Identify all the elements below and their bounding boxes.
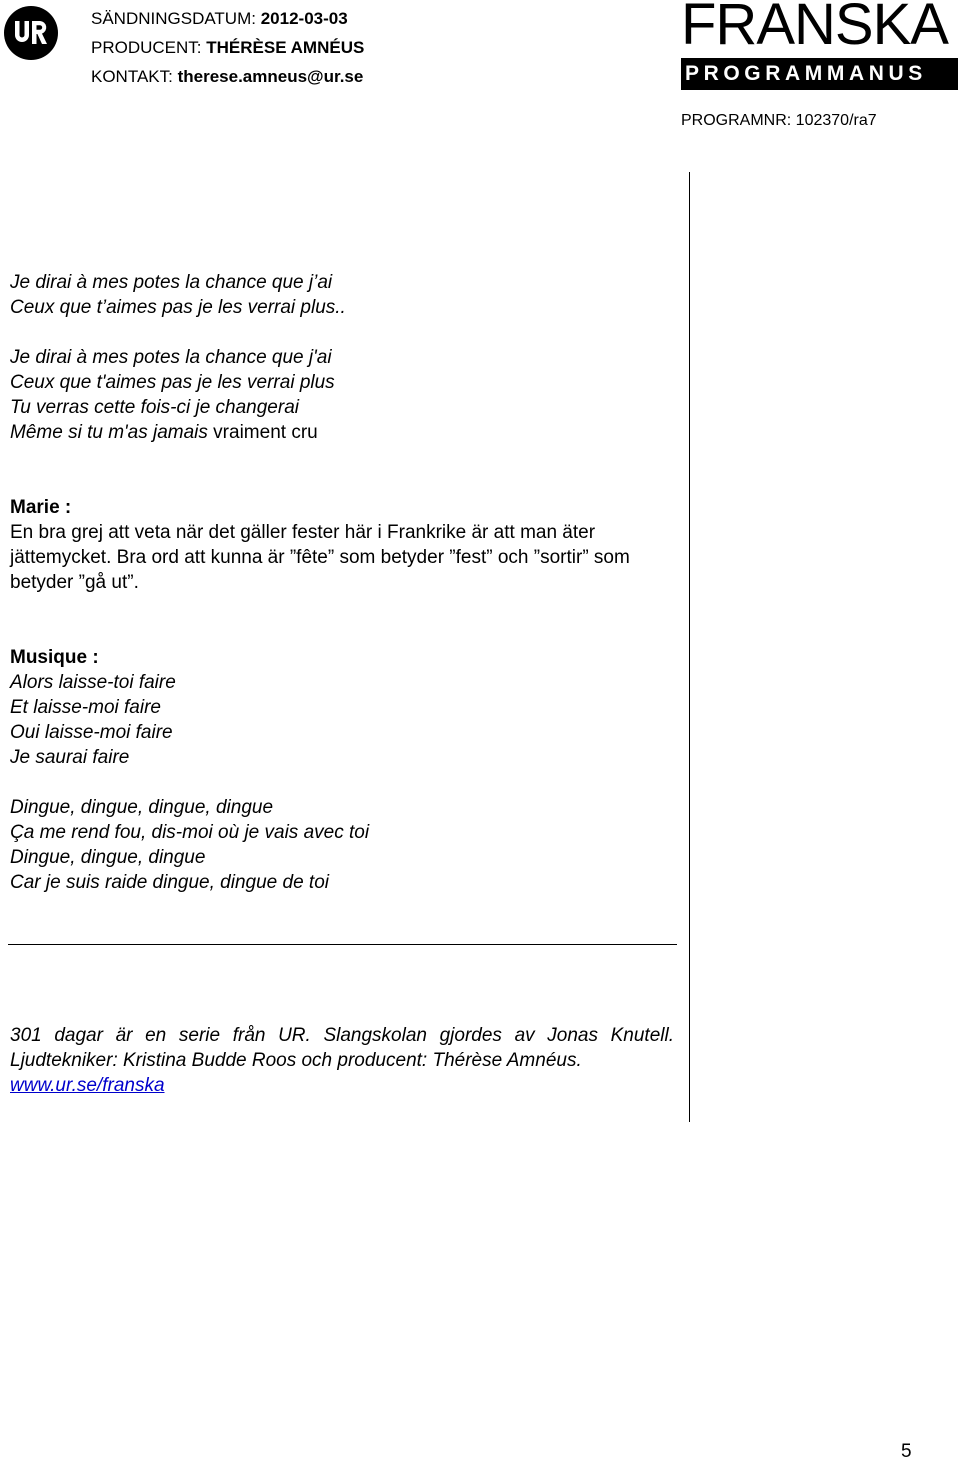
- credits-text: 301 dagar är en serie från UR. Slangskolan gjordes av Jonas Knutell. Ljudtekniker: Kristina Budde Roos och producent: Thérèse Amnéus.: [10, 1025, 674, 1071]
- lyrics-block-2: [10, 345, 676, 445]
- speaker-label-musique: Musique :: [10, 647, 99, 668]
- lyric-line: Car je suis raide dingue, dingue de toi: [10, 872, 329, 893]
- speaker-label-marie: Marie :: [10, 497, 72, 518]
- lyric-line: [10, 420, 676, 445]
- lyric-line: Je dirai à mes potes la chance que j’ai: [10, 272, 333, 293]
- lyric-line-italic-part: Même si tu m'as jamais: [10, 422, 208, 443]
- credits-section: [10, 1023, 674, 1098]
- marie-section: [10, 495, 676, 595]
- contact-row: [91, 62, 364, 91]
- lyric-line: Et laisse-moi faire: [10, 697, 161, 718]
- program-number: PROGRAMNR: 102370/ra7: [681, 112, 877, 129]
- lyric-line: Ceux que t’aimes pas je les verrai plus..: [10, 297, 346, 318]
- lyrics-block-1: [10, 270, 676, 320]
- manuscript-body: [10, 270, 676, 895]
- contact-value: therese.amneus@ur.se: [177, 67, 364, 86]
- lyric-line: Tu verras cette fois-ci je changerai: [10, 397, 299, 418]
- vertical-divider: [689, 172, 690, 1122]
- page-number: 5: [901, 1441, 912, 1462]
- broadcast-date-row: [91, 4, 364, 33]
- brand-subtitle: PROGRAMMANUS: [681, 58, 958, 90]
- producer-row: [91, 33, 364, 62]
- broadcast-date-value: 2012-03-03: [260, 9, 348, 28]
- lyric-line: Oui laisse-moi faire: [10, 722, 173, 743]
- lyric-line: Alors laisse-toi faire: [10, 672, 176, 693]
- producer-label: PRODUCENT:: [91, 38, 202, 57]
- lyric-line: Ceux que t'aimes pas je les verrai plus: [10, 372, 335, 393]
- lyric-line: Je dirai à mes potes la chance que j'ai: [10, 347, 332, 368]
- musique-section: [10, 645, 676, 895]
- lyric-line: Dingue, dingue, dingue: [10, 847, 206, 868]
- lyric-line: Je saurai faire: [10, 747, 130, 768]
- franska-link[interactable]: www.ur.se/franska: [10, 1075, 165, 1096]
- marie-text: En bra grej att veta när det gäller fester här i Frankrike är att man äter jättemycket. Bra ord att kunna är ”fête” som betyder ”fest” och ”sortir” som betyder ”gå ut”.: [10, 522, 630, 593]
- brand-block: [681, 0, 958, 90]
- brand-title: FRANSKA: [681, 0, 948, 57]
- ur-logo-icon: [4, 6, 58, 60]
- contact-label: KONTAKT:: [91, 67, 173, 86]
- lyric-line: Ça me rend fou, dis-moi où je vais avec toi: [10, 822, 370, 843]
- broadcast-date-label: SÄNDNINGSDATUM:: [91, 9, 256, 28]
- horizontal-rule: [8, 944, 677, 945]
- ur-logo: [4, 6, 58, 60]
- document-metadata: [91, 4, 364, 91]
- producer-value: THÉRÈSE AMNÉUS: [206, 38, 365, 57]
- lyric-line: Dingue, dingue, dingue, dingue: [10, 797, 274, 818]
- lyric-line-plain-part: vraiment cru: [207, 422, 318, 443]
